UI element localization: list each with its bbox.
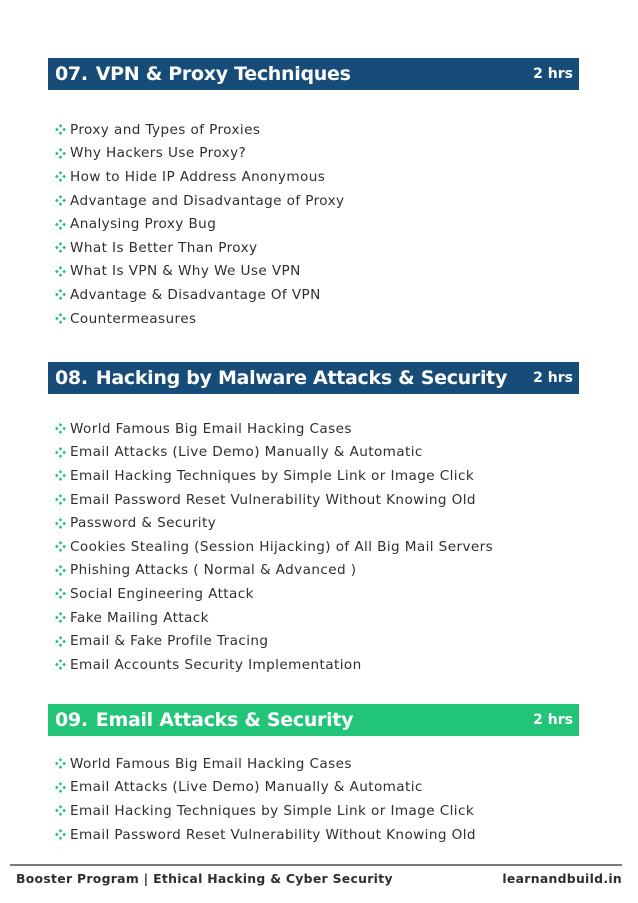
- list-item: [48, 417, 493, 441]
- diamond-bullet-icon: [53, 447, 67, 458]
- diamond-bullet-icon: [53, 829, 67, 840]
- section-title: VPN & Proxy Techniques: [95, 63, 351, 85]
- list-item-text: Why Hackers Use Proxy?: [70, 145, 247, 162]
- list-item: [48, 776, 476, 800]
- list-item: [48, 307, 344, 331]
- diamond-bullet-icon: [53, 266, 67, 277]
- list-item: [48, 582, 493, 606]
- list-item: [48, 559, 493, 583]
- list-item-text: Email Attacks (Live Demo) Manually & Automatic: [70, 779, 423, 796]
- list-item: [48, 535, 493, 559]
- list-item: [48, 488, 493, 512]
- list-item-text: Email Attacks (Live Demo) Manually & Automatic: [70, 444, 423, 461]
- topic-list: [48, 752, 476, 846]
- diamond-bullet-icon: [53, 148, 67, 159]
- diamond-bullet-icon: [53, 518, 67, 529]
- topic-list: [48, 118, 344, 330]
- list-item: [48, 165, 344, 189]
- list-item: [48, 799, 476, 823]
- diamond-bullet-icon: [53, 124, 67, 135]
- list-item-text: Email & Fake Profile Tracing: [70, 633, 269, 650]
- diamond-bullet-icon: [53, 470, 67, 481]
- diamond-bullet-icon: [53, 494, 67, 505]
- diamond-bullet-icon: [53, 289, 67, 300]
- list-item-text: Advantage and Disadvantage of Proxy: [70, 192, 345, 209]
- diamond-bullet-icon: [53, 541, 67, 552]
- diamond-bullet-icon: [53, 805, 67, 816]
- diamond-bullet-icon: [53, 423, 67, 434]
- list-item: [48, 260, 344, 284]
- section-number: 08.: [55, 367, 88, 389]
- list-item: [48, 752, 476, 776]
- list-item-text: Email Hacking Techniques by Simple Link or Image Click: [70, 802, 475, 819]
- list-item-text: Analysing Proxy Bug: [70, 216, 217, 233]
- list-item: [48, 653, 493, 677]
- list-item-text: Email Hacking Techniques by Simple Link or Image Click: [70, 467, 475, 484]
- diamond-bullet-icon: [53, 659, 67, 670]
- section-07: [48, 58, 579, 327]
- section-09: [48, 704, 579, 843]
- list-item: [48, 236, 344, 260]
- section-title: Hacking by Malware Attacks & Security: [95, 367, 508, 389]
- list-item: [48, 212, 344, 236]
- list-item-text: Email Accounts Security Implementation: [70, 656, 362, 673]
- list-item-text: How to Hide IP Address Anonymous: [70, 168, 326, 185]
- section-08: [48, 362, 579, 673]
- section-number: 09.: [55, 709, 88, 731]
- list-item-text: Fake Mailing Attack: [70, 609, 209, 626]
- list-item-text: World Famous Big Email Hacking Cases: [70, 755, 352, 772]
- footer-divider: [10, 864, 622, 866]
- section-header-07: [48, 58, 579, 90]
- footer-website[interactable]: learnandbuild.in: [502, 871, 622, 886]
- list-item: [48, 118, 344, 142]
- list-item-text: Password & Security: [70, 515, 217, 532]
- topic-list: [48, 417, 493, 677]
- list-item-text: Phishing Attacks ( Normal & Advanced ): [70, 562, 357, 579]
- list-item: [48, 629, 493, 653]
- diamond-bullet-icon: [53, 195, 67, 206]
- diamond-bullet-icon: [53, 242, 67, 253]
- list-item-text: World Famous Big Email Hacking Cases: [70, 420, 352, 437]
- diamond-bullet-icon: [53, 636, 67, 647]
- list-item-text: Cookies Stealing (Session Hijacking) of All Big Mail Servers: [70, 538, 494, 555]
- list-item: [48, 606, 493, 630]
- diamond-bullet-icon: [53, 313, 67, 324]
- list-item-text: Email Password Reset Vulnerability Without Knowing Old: [70, 826, 476, 843]
- list-item-text: Social Engineering Attack: [70, 585, 254, 602]
- list-item: [48, 511, 493, 535]
- list-item-text: Proxy and Types of Proxies: [70, 121, 261, 138]
- list-item-text: Countermeasures: [70, 310, 197, 327]
- list-item-text: What Is Better Than Proxy: [70, 239, 258, 256]
- list-item-text: Advantage & Disadvantage Of VPN: [70, 286, 321, 303]
- section-number: 07.: [55, 63, 88, 85]
- list-item: [48, 464, 493, 488]
- diamond-bullet-icon: [53, 565, 67, 576]
- diamond-bullet-icon: [53, 758, 67, 769]
- section-duration: 2 hrs: [533, 712, 573, 728]
- list-item: [48, 283, 344, 307]
- list-item: [48, 189, 344, 213]
- list-item-text: Email Password Reset Vulnerability Without Knowing Old: [70, 491, 476, 508]
- list-item: [48, 142, 344, 166]
- diamond-bullet-icon: [53, 782, 67, 793]
- diamond-bullet-icon: [53, 612, 67, 623]
- list-item: [48, 441, 493, 465]
- section-duration: 2 hrs: [533, 370, 573, 386]
- list-item-text: What Is VPN & Why We Use VPN: [70, 263, 301, 280]
- section-header-09: [48, 704, 579, 736]
- section-title: Email Attacks & Security: [95, 709, 354, 731]
- list-item: [48, 823, 476, 847]
- section-duration: 2 hrs: [533, 66, 573, 82]
- diamond-bullet-icon: [53, 171, 67, 182]
- diamond-bullet-icon: [53, 219, 67, 230]
- section-header-08: [48, 362, 579, 394]
- footer-program-title: Booster Program | Ethical Hacking & Cyber Security: [16, 871, 393, 886]
- diamond-bullet-icon: [53, 588, 67, 599]
